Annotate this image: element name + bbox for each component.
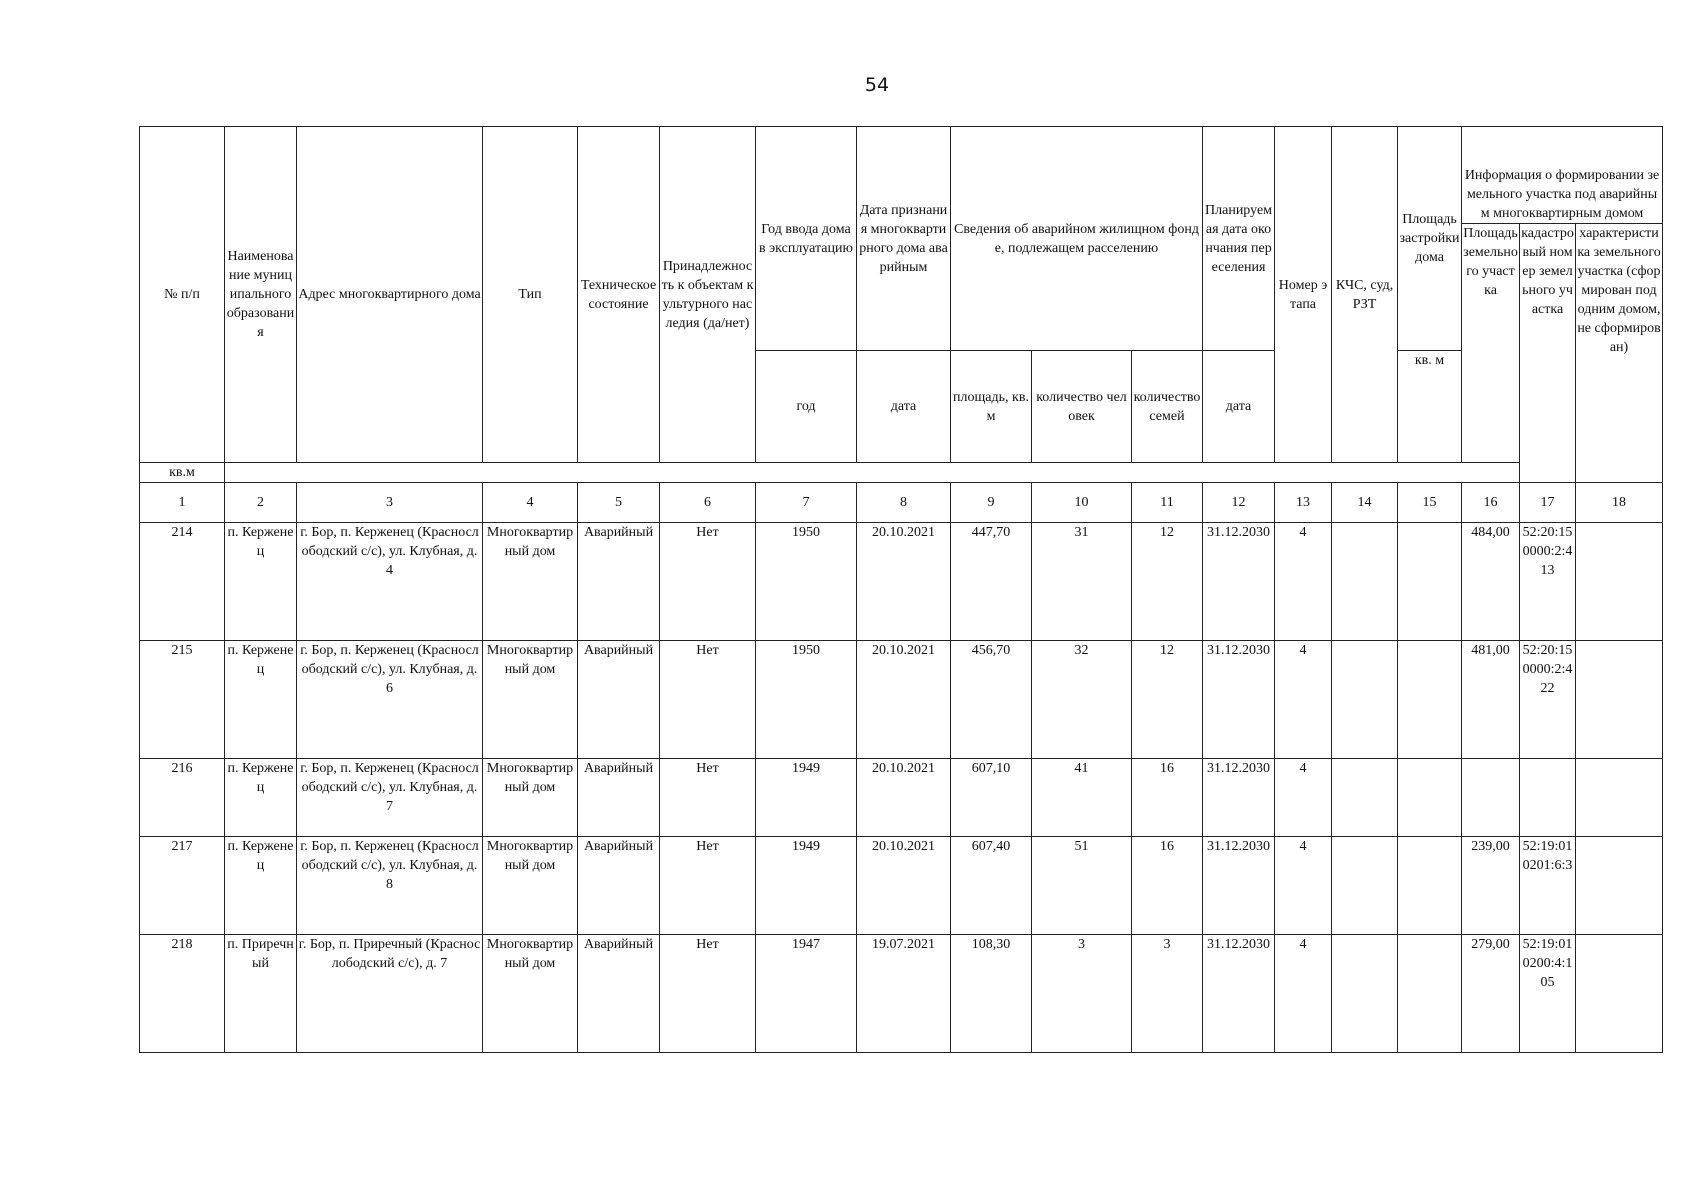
unit-plan-date: дата [1203, 351, 1275, 463]
page-number: 54 [864, 74, 890, 96]
cell-date: 20.10.2021 [857, 759, 951, 837]
cell-cadastral-number [1520, 759, 1576, 837]
cell-state: Аварийный [578, 641, 660, 759]
header-cadastral-number: кадастровый номер земельного участка [1520, 224, 1576, 483]
header-address: Адрес многоквартирного дома [297, 127, 483, 463]
unit-date: дата [857, 351, 951, 463]
cell-people: 3 [1032, 935, 1132, 1053]
cell-plan-date: 31.12.2030 [1203, 935, 1275, 1053]
cell-state: Аварийный [578, 935, 660, 1053]
cell-address: г. Бор, п. Керженец (Краснослободский с/с), ул. Клубная, д. 8 [297, 837, 483, 935]
header-stage: Номер этапа [1275, 127, 1332, 463]
unit-area: площадь, кв.м [951, 351, 1032, 463]
column-number: 18 [1576, 483, 1663, 523]
header-emergency-fund-group: Сведения об аварийном жилищном фонде, подлежащем расселению [951, 127, 1203, 351]
cell-type: Многоквартирный дом [483, 641, 578, 759]
header-heritage: Принадлежность к объектам культурного наследия (да/нет) [660, 127, 756, 463]
cell-built-area [1398, 523, 1462, 641]
unit-built-area: кв. м [1398, 351, 1462, 463]
cell-built-area [1398, 935, 1462, 1053]
column-number: 12 [1203, 483, 1275, 523]
cell-municipality: п. Керженец [225, 641, 297, 759]
cell-address: г. Бор, п. Керженец (Краснослободский с/с), ул. Клубная, д. 7 [297, 759, 483, 837]
cell-year: 1950 [756, 641, 857, 759]
cell-people: 32 [1032, 641, 1132, 759]
column-number: 3 [297, 483, 483, 523]
cell-year: 1949 [756, 837, 857, 935]
column-number: 16 [1462, 483, 1520, 523]
cell-families: 3 [1132, 935, 1203, 1053]
cell-kchs [1332, 523, 1398, 641]
column-number: 13 [1275, 483, 1332, 523]
header-recognition-date: Дата признания многоквартирного дома аварийным [857, 127, 951, 351]
column-number: 4 [483, 483, 578, 523]
cell-date: 20.10.2021 [857, 641, 951, 759]
cell-land-characteristic [1576, 759, 1663, 837]
cell-land-characteristic [1576, 523, 1663, 641]
cell-built-area [1398, 641, 1462, 759]
unit-year: год [756, 351, 857, 463]
cell-area: 607,40 [951, 837, 1032, 935]
cell-land-characteristic [1576, 837, 1663, 935]
cell-type: Многоквартирный дом [483, 523, 578, 641]
column-number: 11 [1132, 483, 1203, 523]
header-municipality: Наименование муниципального образования [225, 127, 297, 463]
table-row [140, 935, 1663, 1053]
header-built-area: Площадь застройки дома [1398, 127, 1462, 351]
cell-municipality: п. Керженец [225, 523, 297, 641]
cell-area: 108,30 [951, 935, 1032, 1053]
cell-year: 1950 [756, 523, 857, 641]
header-land-plot-group: Информация о формировании земельного участка под аварийным многоквартирным домом [1462, 127, 1663, 224]
cell-year: 1949 [756, 759, 857, 837]
cell-land-area: 239,00 [1462, 837, 1520, 935]
column-number: 8 [857, 483, 951, 523]
cell-cadastral-number: 52:20:150000:2:413 [1520, 523, 1576, 641]
cell-type: Многоквартирный дом [483, 759, 578, 837]
cell-land-characteristic [1576, 935, 1663, 1053]
cell-address: г. Бор, п. Керженец (Краснослободский с/с), ул. Клубная, д. 4 [297, 523, 483, 641]
cell-land-area: 481,00 [1462, 641, 1520, 759]
unit-people: количество человек [1032, 351, 1132, 463]
cell-plan-date: 31.12.2030 [1203, 837, 1275, 935]
cell-date: 20.10.2021 [857, 837, 951, 935]
cell-index: 216 [140, 759, 225, 837]
cell-area: 447,70 [951, 523, 1032, 641]
header-land-area: Площадь земельного участка [1462, 224, 1520, 463]
cell-land-characteristic [1576, 641, 1663, 759]
cell-address: г. Бор, п. Приречный (Краснослободский с/с), д. 7 [297, 935, 483, 1053]
cell-land-area: 279,00 [1462, 935, 1520, 1053]
cell-land-area: 484,00 [1462, 523, 1520, 641]
column-number: 14 [1332, 483, 1398, 523]
cell-families: 16 [1132, 759, 1203, 837]
cell-year: 1947 [756, 935, 857, 1053]
cell-plan-date: 31.12.2030 [1203, 641, 1275, 759]
cell-index: 217 [140, 837, 225, 935]
cell-type: Многоквартирный дом [483, 837, 578, 935]
cell-stage: 4 [1275, 641, 1332, 759]
cell-state: Аварийный [578, 759, 660, 837]
header-planned-date: Планируемая дата окончания переселения [1203, 127, 1275, 351]
header-index: № п/п [140, 127, 225, 463]
column-number: 17 [1520, 483, 1576, 523]
table-row [140, 837, 1663, 935]
cell-address: г. Бор, п. Керженец (Краснослободский с/с), ул. Клубная, д. 6 [297, 641, 483, 759]
column-number: 15 [1398, 483, 1462, 523]
header-type: Тип [483, 127, 578, 463]
cell-state: Аварийный [578, 523, 660, 641]
cell-kchs [1332, 759, 1398, 837]
cell-heritage: Нет [660, 759, 756, 837]
column-number: 2 [225, 483, 297, 523]
cell-area: 607,10 [951, 759, 1032, 837]
cell-stage: 4 [1275, 523, 1332, 641]
cell-families: 16 [1132, 837, 1203, 935]
cell-heritage: Нет [660, 935, 756, 1053]
cell-municipality: п. Керженец [225, 837, 297, 935]
cell-plan-date: 31.12.2030 [1203, 523, 1275, 641]
cell-heritage: Нет [660, 641, 756, 759]
column-number: 5 [578, 483, 660, 523]
cell-index: 215 [140, 641, 225, 759]
cell-people: 41 [1032, 759, 1132, 837]
emergency-housing-table [139, 126, 1663, 1053]
column-number: 1 [140, 483, 225, 523]
header-commission-year: Год ввода дома в эксплуатацию [756, 127, 857, 351]
cell-heritage: Нет [660, 523, 756, 641]
header-kchs: КЧС, суд, РЗТ [1332, 127, 1398, 463]
cell-stage: 4 [1275, 837, 1332, 935]
unit-land-area: кв.м [140, 463, 225, 483]
cell-families: 12 [1132, 523, 1203, 641]
cell-stage: 4 [1275, 759, 1332, 837]
cell-type: Многоквартирный дом [483, 935, 578, 1053]
cell-land-area [1462, 759, 1520, 837]
table-row [140, 641, 1663, 759]
cell-people: 31 [1032, 523, 1132, 641]
cell-date: 20.10.2021 [857, 523, 951, 641]
column-number: 7 [756, 483, 857, 523]
cell-municipality: п. Приречный [225, 935, 297, 1053]
table-row [140, 759, 1663, 837]
column-number-row [140, 483, 1663, 523]
cell-stage: 4 [1275, 935, 1332, 1053]
cell-cadastral-number: 52:19:010201:6:3 [1520, 837, 1576, 935]
cell-cadastral-number: 52:20:150000:2:422 [1520, 641, 1576, 759]
cell-families: 12 [1132, 641, 1203, 759]
cell-cadastral-number: 52:19:010200:4:105 [1520, 935, 1576, 1053]
cell-people: 51 [1032, 837, 1132, 935]
cell-state: Аварийный [578, 837, 660, 935]
cell-built-area [1398, 837, 1462, 935]
header-technical-state: Техническое состояние [578, 127, 660, 463]
cell-kchs [1332, 837, 1398, 935]
column-number: 9 [951, 483, 1032, 523]
column-number: 10 [1032, 483, 1132, 523]
table-row [140, 523, 1663, 641]
cell-date: 19.07.2021 [857, 935, 951, 1053]
cell-municipality: п. Керженец [225, 759, 297, 837]
column-number: 6 [660, 483, 756, 523]
cell-kchs [1332, 935, 1398, 1053]
cell-built-area [1398, 759, 1462, 837]
cell-area: 456,70 [951, 641, 1032, 759]
cell-heritage: Нет [660, 837, 756, 935]
cell-kchs [1332, 641, 1398, 759]
cell-plan-date: 31.12.2030 [1203, 759, 1275, 837]
cell-index: 218 [140, 935, 225, 1053]
unit-families: количество семей [1132, 351, 1203, 463]
cell-index: 214 [140, 523, 225, 641]
header-land-characteristic: характеристика земельного участка (сформирован под одним домом, не сформирован) [1576, 224, 1663, 483]
